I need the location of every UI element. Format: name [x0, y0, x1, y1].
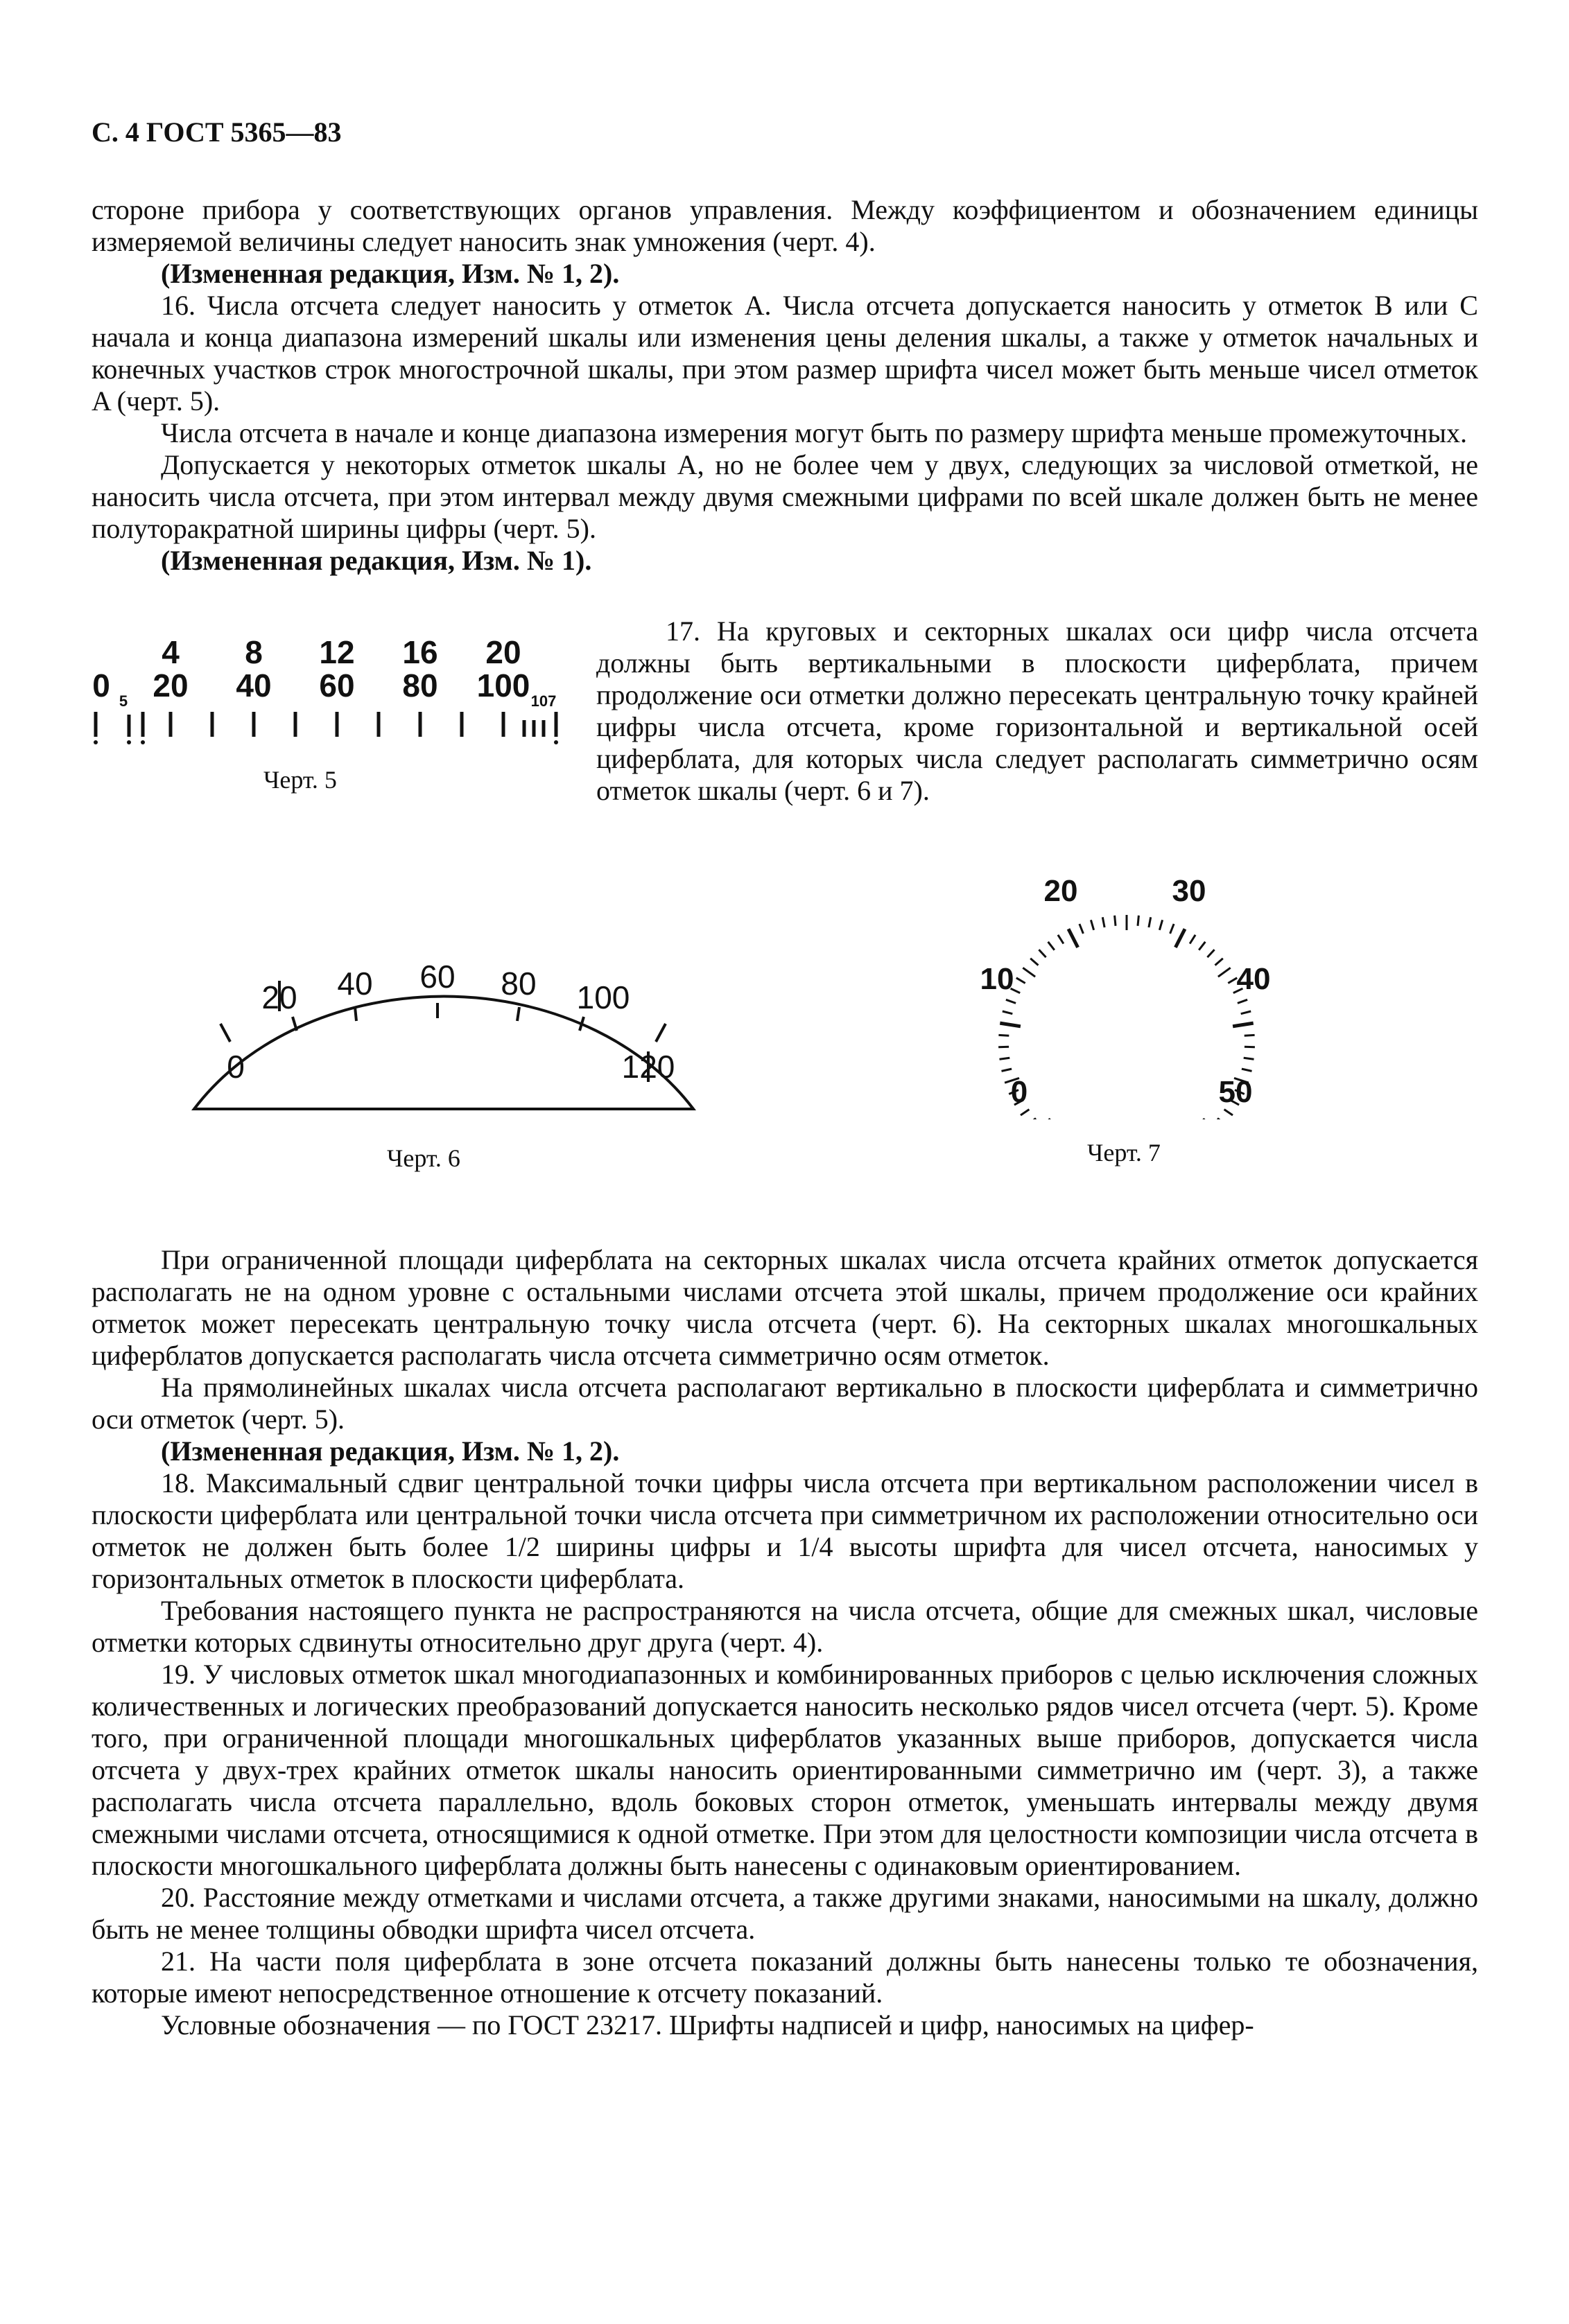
fig5-small-number: 5	[119, 692, 128, 710]
fig5-top-number: 16	[402, 634, 438, 670]
fig7-tick	[1048, 942, 1055, 950]
fig7-tick	[1021, 1110, 1029, 1115]
figure-7-circular-scale	[964, 863, 1290, 1119]
fig7-tick	[1242, 1069, 1252, 1071]
fig5-small-number: 107	[530, 692, 557, 710]
paragraph: 19. У числовых отметок шкал многодиапазонных и комбинированных приборов с целью исключения сложных количественных и логических преобразований допускается наносить несколько рядов чисел отсчета (черт. 5). Кроме того, при ограниченной площади многошкальных циферблатов указанных выше приборов, допускается числа отсчета у двух-трех крайних отметок шкалы наносить ориентированными симметрично им (черт. 3), а также располагать числа отсчета параллельно, вдоль боковых сторон отметок, уменьшать интервалы между двумя смежными числами отсчета, относящимися к одной отметке. При этом для целостности композиции числа отсчета в плоскости многошкального циферблата должны быть нанесены с одинаковым ориентированием.	[92, 1659, 1478, 1881]
fig6-tick	[220, 1024, 230, 1042]
paragraph: Допускается у некоторых отметок шкалы A, но не более чем у двух, следующих за числовой отметкой, не наносить числа отсчета, при этом интервал между двумя смежными цифрами по всей шкале должен быть не менее полуторакратной ширины цифры (черт. 5).	[92, 449, 1478, 544]
amendment-note: (Измененная редакция, Изм. № 1, 2).	[161, 1435, 620, 1467]
fig6-number: 120	[621, 1049, 675, 1085]
fig7-tick	[1068, 929, 1078, 947]
paragraph: 20. Расстояние между отметками и числами отсчета, а также другими знаками, наносимыми на шкалу, должно быть не менее толщины обводки шрифта чисел отсчета.	[92, 1882, 1478, 1945]
fig5-bottom-number: 100	[476, 667, 530, 704]
fig6-tick	[355, 1007, 356, 1021]
fig7-tick	[1002, 1069, 1012, 1071]
fig7-number: 0	[1010, 1075, 1028, 1109]
fig6-number: 60	[419, 959, 456, 995]
fig7-number: 50	[1218, 1075, 1253, 1109]
page-header: С. 4 ГОСТ 5365—83	[92, 116, 342, 148]
figure-5-linear-scale	[90, 634, 575, 752]
paragraph: 18. Максимальный сдвиг центральной точки цифры числа отсчета при вертикальном расположении чисел в плоскости циферблата или центральной точки числа отсчета при симметричном их расположении относительно оси отметок не должен быть более 1/2 ширины цифры и 1/4 высоты шрифта для чисел отсчета, наносимых у горизонтальных отметок в плоскости циферблата.	[92, 1467, 1478, 1594]
fig6-number: 0	[227, 1049, 245, 1085]
fig6-number: 20	[261, 979, 297, 1015]
fig7-number: 30	[1172, 874, 1206, 908]
fig7-tick	[1245, 1035, 1255, 1036]
fig7-tick	[1149, 917, 1151, 927]
fig7-tick	[1190, 935, 1195, 944]
fig7-tick	[1233, 1023, 1254, 1026]
fig7-number: 20	[1043, 874, 1078, 908]
fig5-bottom-number: 20	[153, 667, 189, 704]
paragraph: При ограниченной площади циферблата на секторных шкалах числа отсчета крайних отметок допускается располагать не на одном уровне с остальными числами отсчета этой шкалы, причем продолжение оси крайних отметок может пересекать центральную точку числа отсчета (черт. 6). На секторных шкалах многошкальных циферблатов допускается располагать числа отсчета симметрично осям отметок.	[92, 1244, 1478, 1371]
text-block-top	[92, 194, 1478, 577]
fig5-bottom-number: 40	[236, 667, 272, 704]
paragraph: Числа отсчета в начале и конце диапазона измерения могут быть по размеру шрифта меньше промежуточных.	[161, 417, 1468, 448]
fig5-bottom-number: 60	[319, 667, 355, 704]
fig7-tick	[1241, 1011, 1251, 1014]
fig6-tick	[517, 1007, 519, 1021]
fig7-tick	[1199, 942, 1205, 950]
fig7-caption: Черт. 7	[1087, 1139, 1161, 1167]
paragraph: На прямолинейных шкалах числа отсчета располагают вертикально в плоскости циферблата и симметрично оси отметок (черт. 5).	[92, 1372, 1478, 1435]
item-17-text: 17. На круговых и секторных шкалах оси цифр числа отсчета должны быть вертикальными в плоскости циферблата, причем продолжение оси отметки должно пересекать центральную точку крайней цифры числа отсчета, кроме горизонтальной и вертикальной осей циферблата, для которых числа следует располагать симметрично осям отметок шкалы (черт. 6 и 7).	[596, 615, 1478, 806]
fig7-tick	[1228, 978, 1237, 984]
amendment-note: (Измененная редакция, Изм. № 1).	[161, 545, 592, 576]
fig7-number: 10	[980, 962, 1014, 996]
item-17	[596, 615, 1478, 807]
fig5-top-number: 4	[162, 634, 180, 670]
fig5-top-number: 12	[319, 634, 355, 670]
fig7-tick	[1000, 1058, 1010, 1059]
fig7-tick	[1215, 959, 1223, 966]
fig7-tick	[1207, 950, 1214, 957]
paragraph: 21. На части поля циферблата в зоне отсчета показаний должны быть нанесены только те обозначения, которые имеют непосредственное отношение к отсчету показаний.	[92, 1946, 1478, 2009]
fig6-number: 80	[501, 966, 537, 1002]
paragraph: Условные обозначения — по ГОСТ 23217. Шрифты надписей и цифр, наносимых на цифер-	[161, 2009, 1254, 2041]
fig7-tick	[1006, 999, 1016, 1003]
amendment-note: (Измененная редакция, Изм. № 1, 2).	[161, 258, 620, 289]
fig7-tick	[1218, 968, 1231, 977]
fig7-tick	[1030, 959, 1038, 966]
fig7-tick	[1003, 1011, 1013, 1014]
fig7-tick	[1016, 978, 1025, 984]
fig7-tick	[998, 1035, 1009, 1036]
fig7-tick	[1039, 950, 1046, 957]
fig7-tick	[1000, 1023, 1021, 1026]
fig7-tick	[1217, 1118, 1226, 1119]
paragraph: 16. Числа отсчета следует наносить у отметок A. Числа отсчета допускается наносить у отметок B или C начала и конца диапазона измерений шкалы или изменения цены деления шкалы, а также у отметок начальных и конечных участков строк многострочной шкалы, при этом размер шрифта чисел может быть меньше чисел отметок A (черт. 5).	[92, 290, 1478, 417]
fig7-tick	[1091, 920, 1093, 930]
fig5-bottom-number: 80	[402, 667, 438, 704]
fig5-top-number: 20	[485, 634, 521, 670]
fig5-caption: Черт. 5	[263, 766, 337, 794]
fig7-tick	[1080, 924, 1084, 934]
fig7-tick	[1102, 917, 1104, 927]
fig7-tick	[1244, 1058, 1254, 1059]
text-block-bottom	[92, 1244, 1478, 2041]
fig7-tick	[1115, 916, 1116, 926]
fig6-number: 40	[337, 966, 373, 1002]
fig5-top-number: 8	[245, 634, 263, 670]
fig7-number: 40	[1236, 962, 1271, 996]
paragraph: стороне прибора у соответствующих органов управления. Между коэффициентом и обозначением единицы измеряемой величины следует наносить знак умножения (черт. 4).	[92, 194, 1478, 257]
fig7-tick	[1028, 1118, 1037, 1119]
fig6-caption: Черт. 6	[387, 1144, 460, 1172]
fig5-bottom-number: 0	[92, 667, 110, 704]
paragraph: Требования настоящего пункта не распространяются на числа отсчета, общие для смежных шкал, числовые отметки которых сдвинуты относительно друг друга (черт. 4).	[92, 1595, 1478, 1658]
fig7-tick	[1238, 999, 1247, 1003]
fig7-tick	[1159, 920, 1162, 930]
fig6-tick	[656, 1024, 666, 1042]
fig7-tick	[1224, 1110, 1233, 1115]
fig7-tick	[1023, 968, 1035, 977]
fig6-number: 100	[576, 979, 630, 1015]
figure-6-sector-scale	[187, 870, 700, 1116]
fig7-tick	[1170, 924, 1174, 934]
fig7-tick	[1058, 935, 1064, 944]
fig7-tick	[1175, 929, 1185, 947]
